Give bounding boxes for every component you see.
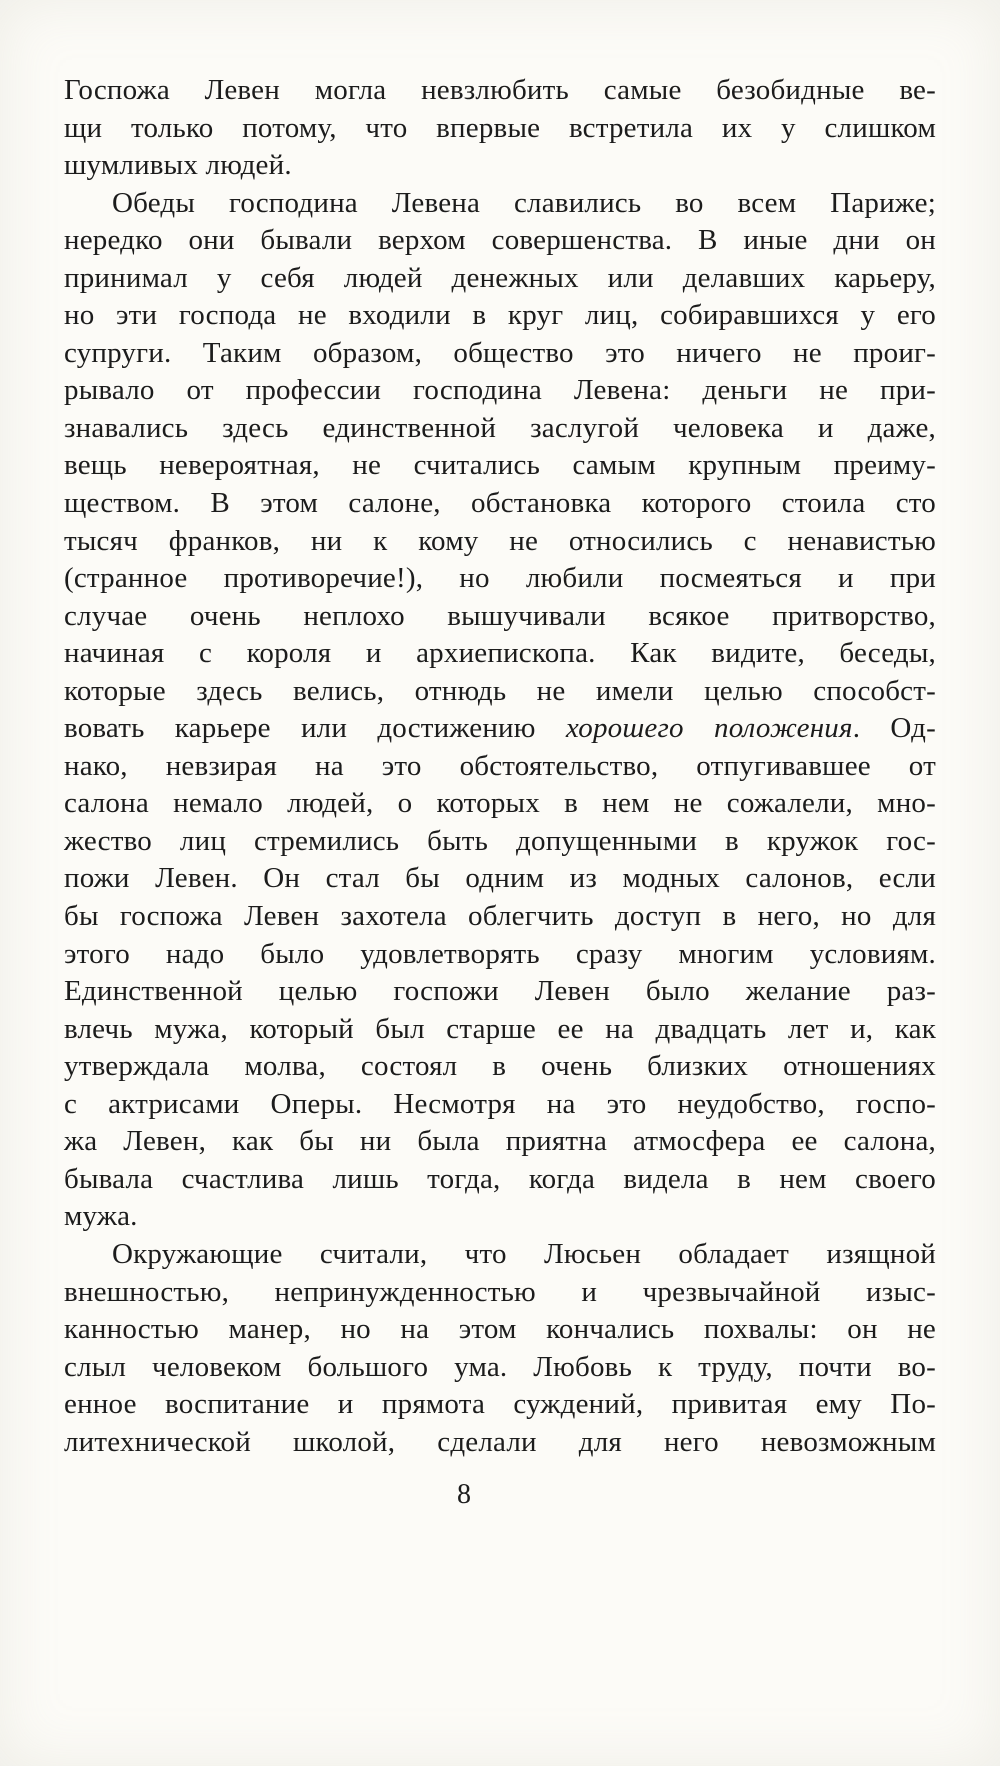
italic-text-run: хорошего положения [565, 712, 853, 745]
text-run: пожи Левен. Он стал бы одним из модных салонов, если [64, 862, 936, 895]
text-run: Госпожа Левен могла невзлюбить самые безобидные ве- [64, 74, 936, 106]
text-run: случае очень неплохо вышучивали всякое притворство, [64, 599, 936, 632]
text-run: рывало от профессии господина Левена: деньги не при- [64, 374, 936, 407]
text-block [64, 72, 936, 1461]
text-run: Обеды господина Левена славились во всем Париже; [112, 186, 936, 219]
text-run: ществом. В этом салоне, обстановка которого стоила сто [64, 487, 936, 520]
text-line [64, 1349, 936, 1387]
text-line [64, 222, 936, 260]
text-run: с актрисами Оперы. Несмотря на это неудобство, госпо- [64, 1087, 936, 1120]
text-run: тысяч франков, ни к кому не относились с ненавистью [64, 524, 936, 557]
text-line [64, 1048, 936, 1086]
text-run: жа Левен, как бы ни была приятна атмосфера ее салона, [64, 1125, 936, 1158]
text-line [64, 560, 936, 598]
text-run: Единственной целью госпожи Левен было желание раз- [64, 975, 936, 1008]
page-number: 8 [457, 1479, 471, 1510]
text-run: щи только потому, что впервые встретила их у слишком [64, 111, 936, 144]
text-run: канностью манер, но на этом кончались похвалы: он не [64, 1313, 936, 1346]
text-line [64, 1123, 936, 1161]
text-run: шумливых людей. [64, 149, 292, 182]
text-line [64, 598, 936, 636]
text-line [64, 785, 936, 823]
text-line [64, 1274, 936, 1312]
paragraph [64, 185, 936, 1236]
text-line [64, 673, 936, 711]
text-line [64, 973, 936, 1011]
text-run: начиная с короля и архиепископа. Как видите, беседы, [64, 637, 936, 670]
text-line [64, 1011, 936, 1049]
text-run: супруги. Таким образом, общество это ничего не проиг- [64, 336, 936, 369]
text-line [64, 1386, 936, 1424]
text-line [64, 297, 936, 335]
text-line [64, 372, 936, 410]
text-run: но эти господа не входили в круг лиц, собиравшихся у его [64, 299, 936, 332]
paragraph [64, 72, 936, 185]
text-line [64, 1086, 936, 1124]
text-run: нередко они бывали верхом совершенства. В иные дни он [64, 224, 936, 257]
text-run: этого надо было удовлетворять сразу многим условиям. [64, 937, 936, 970]
text-line [64, 1198, 936, 1236]
text-run: влечь мужа, который был старше ее на двадцать лет и, как [64, 1012, 936, 1045]
text-line [64, 72, 936, 110]
text-line [64, 110, 936, 148]
text-run: мужа. [64, 1200, 138, 1233]
text-line [64, 485, 936, 523]
text-line [64, 447, 936, 485]
text-run: . Од- [852, 712, 936, 745]
text-line [64, 523, 936, 561]
text-run: нако, невзирая на это обстоятельство, отпугивавшее от [64, 749, 936, 782]
text-run: бывала счастлива лишь тогда, когда видела в нем своего [64, 1162, 936, 1195]
text-line [64, 410, 936, 448]
text-run: внешностью, непринужденностью и чрезвычайной изыс- [64, 1275, 936, 1308]
text-line [64, 335, 936, 373]
text-line [64, 1236, 936, 1274]
text-run: вовать карьере или достижению [64, 712, 566, 745]
text-run: салона немало людей, о которых в нем не сожалели, мно- [64, 787, 936, 820]
text-run: утверждала молва, состоял в очень близких отношениях [64, 1050, 936, 1083]
text-line [64, 936, 936, 974]
text-line [64, 860, 936, 898]
text-run: принимал у себя людей денежных или делавших карьеру, [64, 261, 936, 294]
text-line [64, 748, 936, 786]
text-run: (странное противоречие!), но любили посмеяться и при [64, 562, 936, 595]
paragraph [64, 1236, 936, 1461]
text-line [64, 185, 936, 223]
text-line [64, 710, 936, 748]
text-line [64, 635, 936, 673]
text-run: жество лиц стремились быть допущенными в кружок гос- [64, 824, 936, 857]
text-line [64, 147, 936, 185]
text-run: литехнической школой, сделали для него невозможным [64, 1425, 936, 1458]
text-run: слыл человеком большого ума. Любовь к труду, почти во- [64, 1350, 936, 1383]
text-line [64, 1424, 936, 1462]
text-line [64, 1311, 936, 1349]
text-run: вещь невероятная, не считались самым крупным преиму- [64, 449, 936, 482]
text-line [64, 260, 936, 298]
text-line [64, 823, 936, 861]
text-run: знавались здесь единственной заслугой человека и даже, [64, 411, 936, 444]
text-line [64, 1161, 936, 1199]
text-run: которые здесь велись, отнюдь не имели целью способст- [64, 674, 936, 707]
text-run: бы госпожа Левен захотела облегчить доступ в него, но для [64, 900, 936, 933]
text-run: Окружающие считали, что Люсьен обладает изящной [112, 1237, 936, 1270]
text-run: енное воспитание и прямота суждений, привитая ему По- [64, 1388, 936, 1421]
text-line [64, 898, 936, 936]
